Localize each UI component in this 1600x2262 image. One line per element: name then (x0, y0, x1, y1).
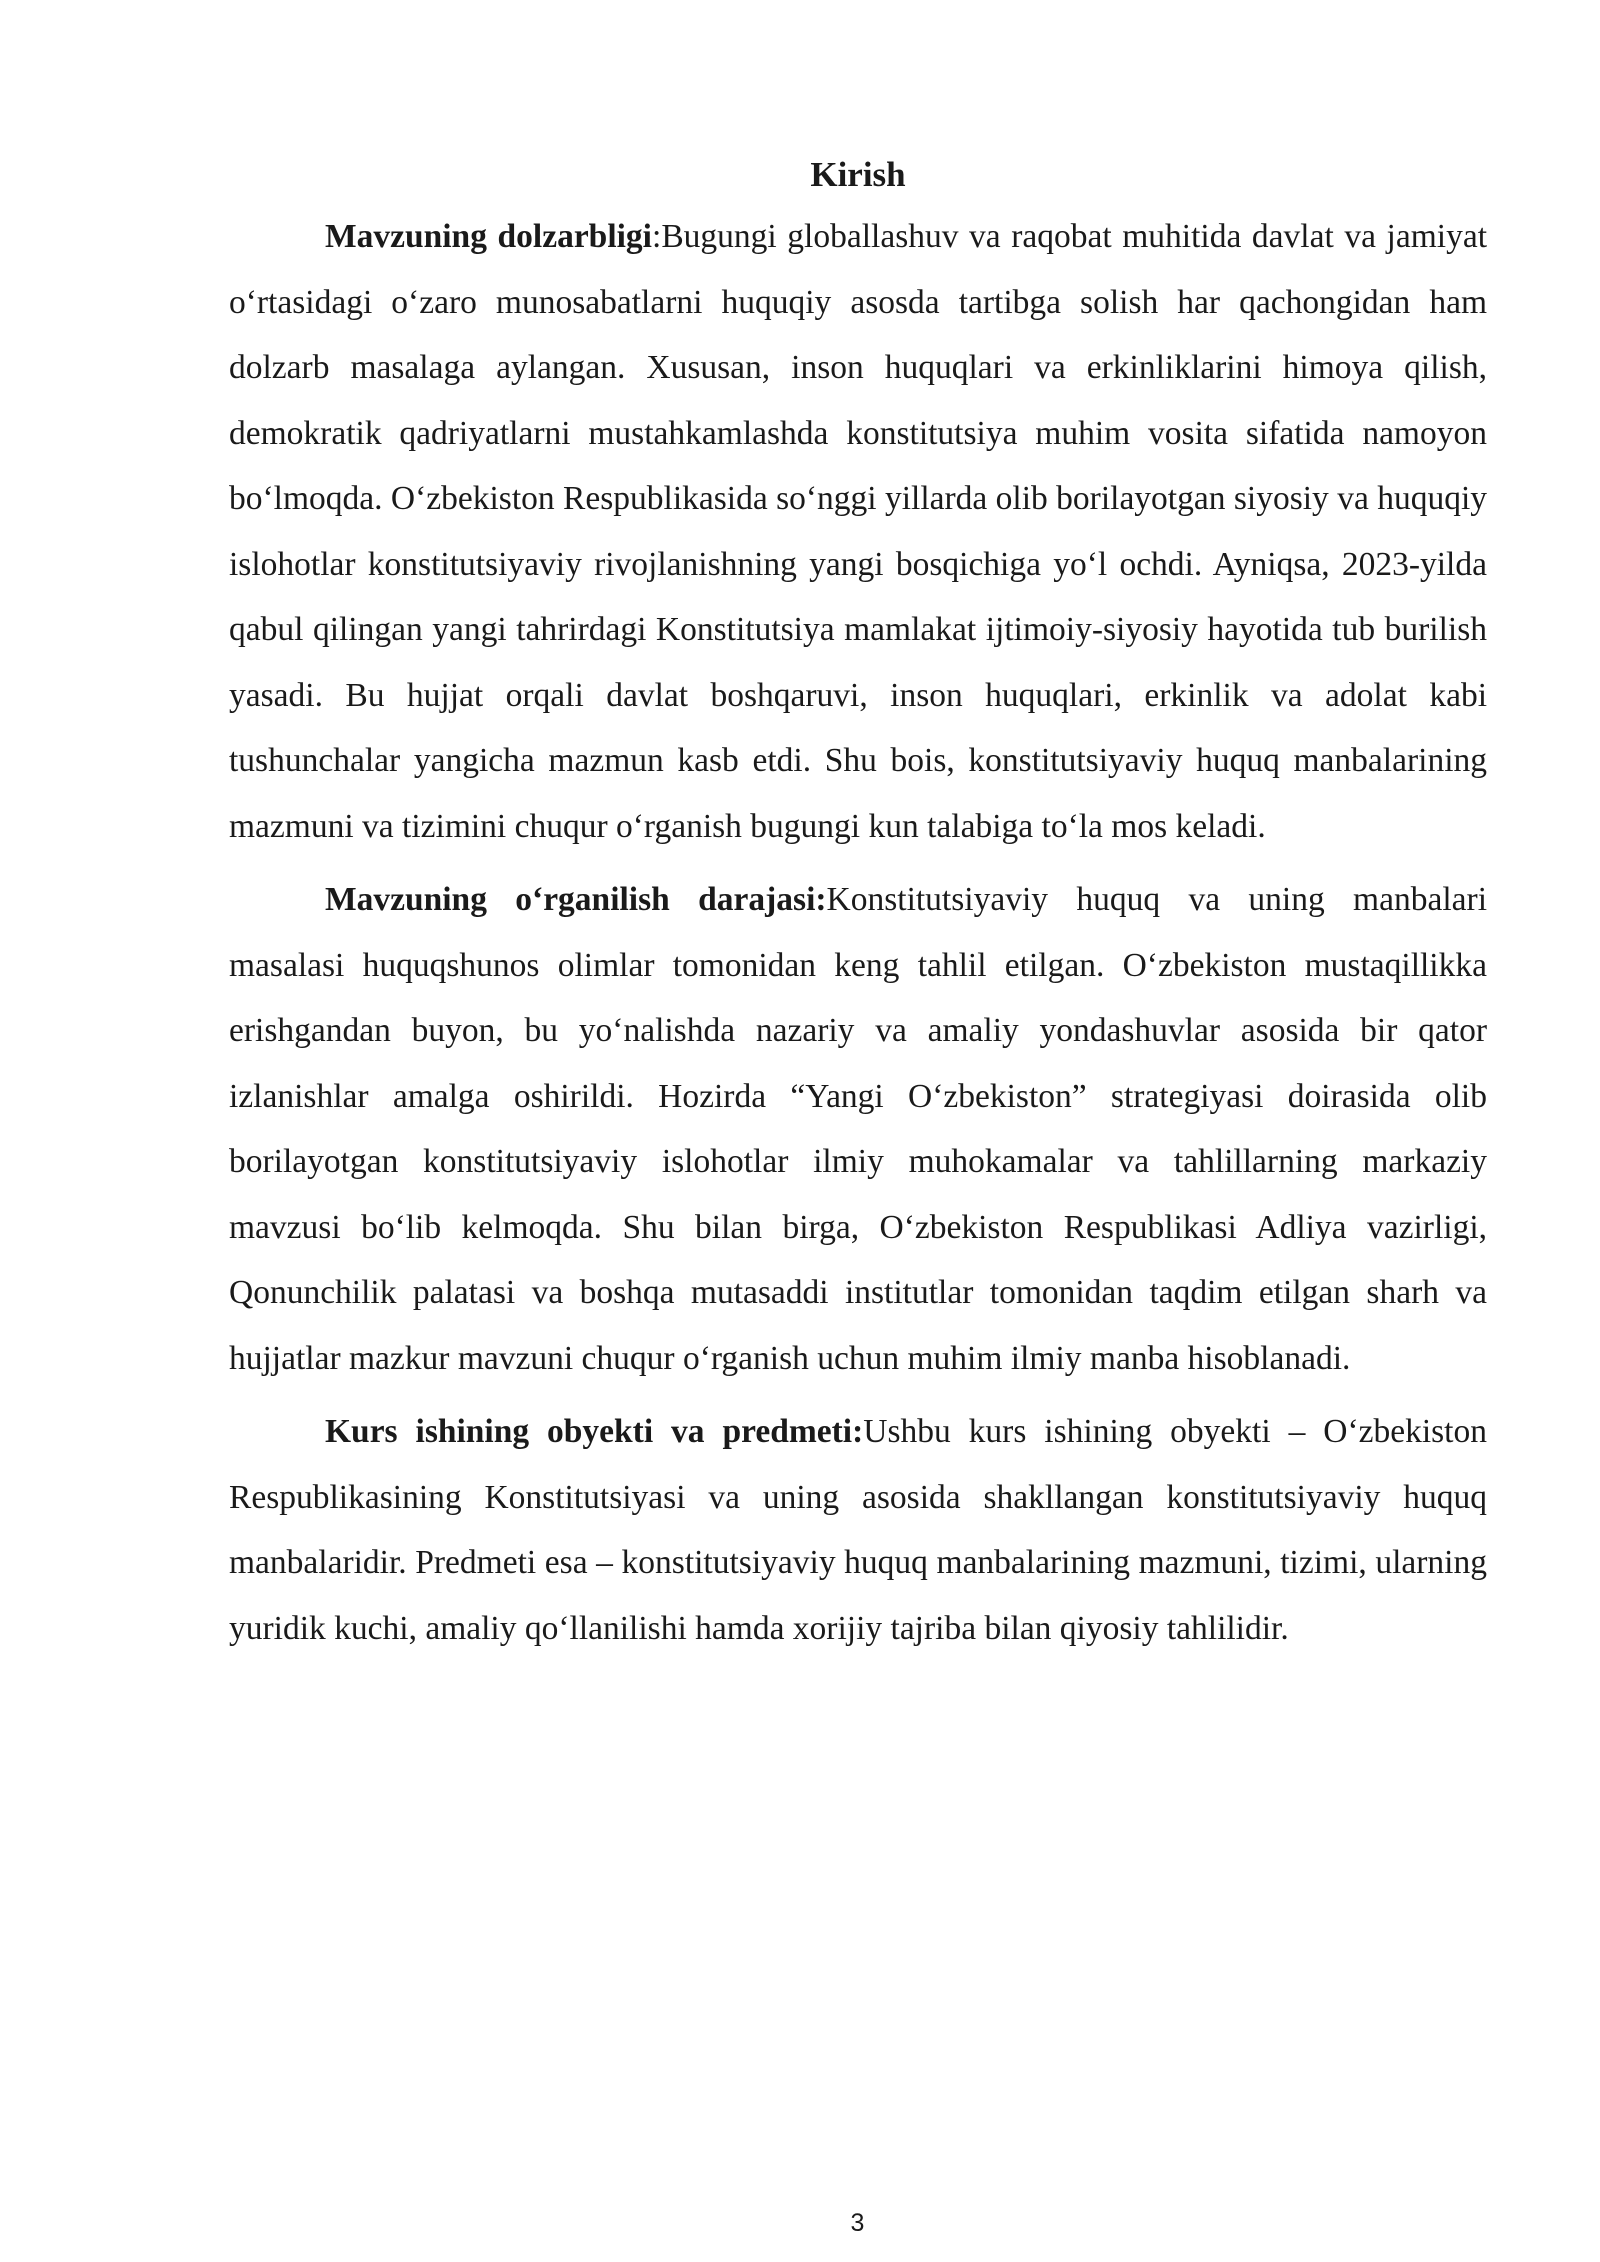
paragraph-object-subject (229, 1399, 1487, 1661)
paragraph-text: Ushbu kurs ishining obyekti – O‘zbekiston Respublikasining Konstitutsiyasi va uning asosida shakllangan konstitutsiyaviy huquq manbalaridir. Predmeti esa – konstitutsiyaviy huquq manbalarining mazmuni, tizimi, ularning yuridik kuchi, amaliy qo‘llanilishi hamda xorijiy tajriba bilan qiyosiy tahlilidir. (229, 1413, 1487, 1647)
section-title: Kirish (810, 155, 906, 194)
paragraph-lead: Mavzuning o‘rganilish darajasi: (325, 881, 827, 918)
page-number: 3 (850, 2209, 865, 2237)
paragraph-text: Konstitutsiyaviy huquq va uning manbalari masalasi huquqshunos olimlar tomonidan keng tahlil etilgan. O‘zbekiston mustaqillikka erishgandan buyon, bu yo‘nalishda nazariy va amaliy yondashuvlar asosida bir qator izlanishlar amalga oshirildi. Hozirda “Yangi O‘zbekiston” strategiyasi doirasida olib borilayotgan konstitutsiyaviy islohotlar ilmiy muhokamalar va tahlillarning markaziy mavzusi bo‘lib kelmoqda. Shu bilan birga, O‘zbekiston Respublikasi Adliya vazirligi, Qonunchilik palatasi va boshqa mutasaddi institutlar tomonidan taqdim etilgan sharh va hujjatlar mazkur mavzuni chuqur o‘rganish uchun muhim ilmiy manba hisoblanadi. (229, 881, 1487, 1377)
paragraph-text: Bugungi globallashuv va raqobat muhitida davlat va jamiyat o‘rtasidagi o‘zaro munosabatlarni huquqiy asosda tartibga solish har qachongidan ham dolzarb masalaga aylangan. Xususan, inson huquqlari va erkinliklarini himoya qilish, demokratik qadriyatlarni mustahkamlashda konstitutsiya muhim vosita sifatida namoyon bo‘lmoqda. O‘zbekiston Respublikasida so‘nggi yillarda olib borilayotgan siyosiy va huquqiy islohotlar konstitutsiyaviy rivojlanishning yangi bosqichiga yo‘l ochdi. Ayniqsa, 2023-yilda qabul qilingan yangi tahrirdagi Konstitutsiya mamlakat ijtimoiy-siyosiy hayotida tub burilish yasadi. Bu hujjat orqali davlat boshqaruvi, inson huquqlari, erkinlik va adolat kabi tushunchalar yangicha mazmun kasb etdi. Shu bois, konstitutsiyaviy huquq manbalarining mazmuni va tizimini chuqur o‘rganish bugungi kun talabiga to‘la mos keladi. (229, 218, 1487, 845)
document-body (229, 148, 1487, 1669)
paragraph-lead: Kurs ishining obyekti va predmeti: (325, 1413, 864, 1450)
paragraph-relevance (229, 204, 1487, 859)
paragraph-separator: : (652, 218, 662, 255)
paragraph-research-level (229, 867, 1487, 1391)
paragraph-lead: Mavzuning dolzarbligi (325, 218, 652, 255)
